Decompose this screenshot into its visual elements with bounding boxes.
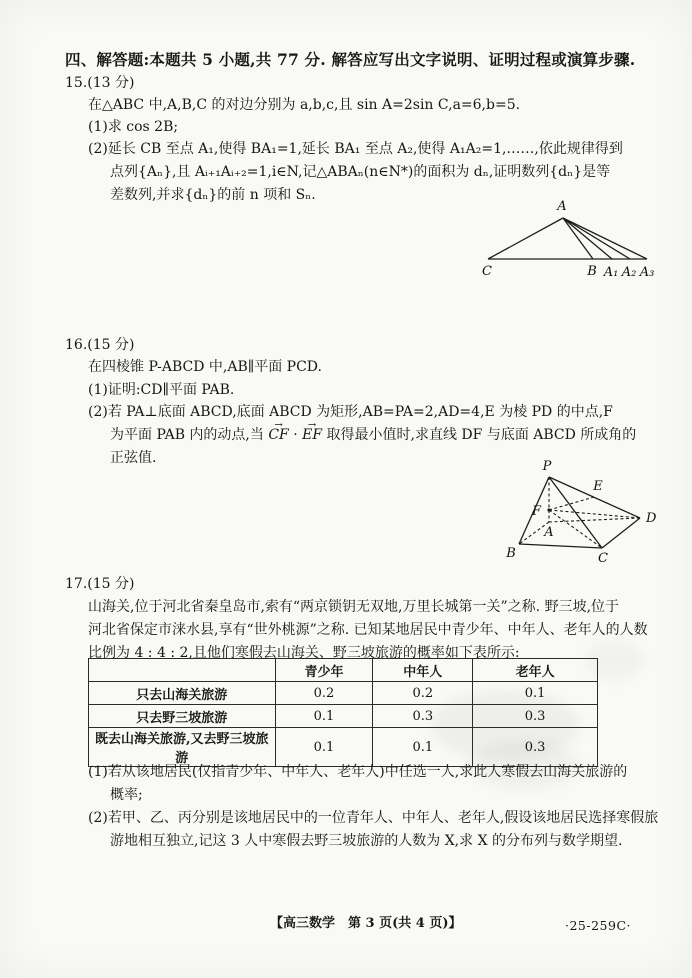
table-header-cell-middle: 中年人 [373, 659, 473, 682]
table-row [89, 705, 598, 728]
table-cell: 0.2 [373, 682, 473, 705]
dot-operator: · [288, 427, 303, 443]
table-cell: 0.3 [473, 728, 598, 767]
table-cell: 0.1 [473, 682, 598, 705]
vertex-label-a2: A₂ [621, 265, 637, 280]
pyramid-figure [495, 458, 665, 566]
table-row-label: 既去山海关旅游,又去野三坡旅游 [89, 728, 276, 767]
q16-part2-line2 [110, 427, 636, 445]
figure-lines [488, 218, 647, 259]
triangle-figure [460, 196, 680, 288]
vertex-label-a3: A₃ [639, 265, 655, 280]
q16-intro: 在四棱锥 P-ABCD 中,AB∥平面 PCD. [88, 359, 322, 375]
table-cell: 0.2 [275, 682, 373, 705]
table-row-label: 只去野三坡旅游 [89, 705, 276, 728]
vector-cf: CF → [268, 427, 288, 445]
q15-part2-line1: (2)延长 CB 至点 A₁,使得 BA₁=1,延长 BA₁ 至点 A₂,使得 A₁A₂=1,……,依此规律得到 [88, 141, 623, 157]
q17-intro-line3: 比例为 4 : 4 : 2,且他们寒假去山海关、野三坡旅游的概率如下表所示: [88, 645, 520, 661]
q17-part2-line1: (2)若甲、乙、丙分别是该地居民中的一位青年人、中年人、老年人,假设该地居民选择寒假旅 [88, 810, 659, 826]
table-cell: 0.3 [473, 705, 598, 728]
q16-part2-line2-pre: 为平面 PAB 内的动点,当 [110, 427, 269, 443]
q16-part2-line3: 正弦值. [110, 450, 157, 466]
table-cell: 0.1 [275, 705, 373, 728]
q17-part1-line1: (1)若从该地居民(仅指青少年、中年人、老年人)中任选一人,求此人寒假去山海关旅游的 [88, 764, 628, 780]
vertex-label-b: B [506, 546, 516, 561]
table-cell: 0.3 [373, 705, 473, 728]
q15-part2-line3: 差数列,并求{dₙ}的前 n 项和 Sₙ. [110, 187, 316, 203]
vertex-label-c: C [482, 264, 492, 279]
footer-paper-code: ·25-259C· [565, 918, 631, 933]
q15-intro: 在△ABC 中,A,B,C 的对边分别为 a,b,c,且 sin A=2sin C,a=6,b=5. [88, 97, 521, 113]
q15-number: 15.(13 分) [65, 75, 135, 91]
table-header-cell-youth: 青少年 [275, 659, 373, 682]
q16-part2-line2-post: 取得最小值时,求直线 DF 与底面 ABCD 所成角的 [322, 427, 637, 443]
q15-part1: (1)求 cos 2B; [88, 119, 179, 135]
table-cell: 0.1 [275, 728, 373, 767]
q16-part2-line1: (2)若 PA⊥底面 ABCD,底面 ABCD 为矩形,AB=PA=2,AD=4,E 为棱 PD 的中点,F [88, 404, 613, 420]
q17-number: 17.(15 分) [65, 576, 135, 592]
q16-part1: (1)证明:CD∥平面 PAB. [88, 382, 235, 398]
vertex-label-a1: A₁ [603, 265, 619, 280]
vertex-label-e: E [593, 479, 603, 494]
section-header: 四、解答题:本题共 5 小题,共 77 分. 解答应写出文字说明、证明过程或演算步骤. [65, 50, 636, 69]
vertex-label-a: A [557, 199, 567, 214]
table-row [89, 682, 598, 705]
vertex-label-f: F [531, 504, 541, 519]
q17-intro-line1: 山海关,位于河北省秦皇岛市,索有“两京锁钥无双地,万里长城第一关”之称. 野三坡,位于 [88, 599, 620, 615]
point-f-dot [547, 508, 550, 511]
table-row-label: 只去山海关旅游 [89, 682, 276, 705]
vertex-label-b: B [587, 264, 597, 279]
vertex-label-a: A [544, 525, 554, 540]
vertex-label-c: C [598, 551, 608, 566]
vertex-label-p: P [542, 459, 552, 474]
probability-table [88, 658, 598, 767]
vector-ef: EF → [302, 427, 322, 445]
q17-part1-line2: 概率; [110, 787, 143, 803]
table-cell: 0.1 [373, 728, 473, 767]
q16-number: 16.(15 分) [65, 337, 135, 353]
q17-part2-line2: 游地相互独立,记这 3 人中寒假去野三坡旅游的人数为 X,求 X 的分布列与数学期望. [110, 833, 623, 849]
table-header-row [89, 659, 598, 682]
table-row [89, 728, 598, 767]
vertex-label-d: D [646, 511, 657, 526]
q15-part2-line2: 点列{Aₙ},且 Aᵢ₊₁Aᵢ₊₂=1,i∈N,记△ABAₙ(n∈N*)的面积为 dₙ,证明数列{dₙ}是等 [110, 164, 611, 180]
footer-page-info: 【高三数学 第 3 页(共 4 页)】 [270, 916, 462, 931]
q17-intro-line2: 河北省保定市涞水县,享有“世外桃源”之称. 已知某地居民中青少年、中年人、老年人的人数 [88, 622, 648, 638]
table-header-cell-empty [89, 659, 276, 682]
table-header-cell-elder: 老年人 [473, 659, 598, 682]
